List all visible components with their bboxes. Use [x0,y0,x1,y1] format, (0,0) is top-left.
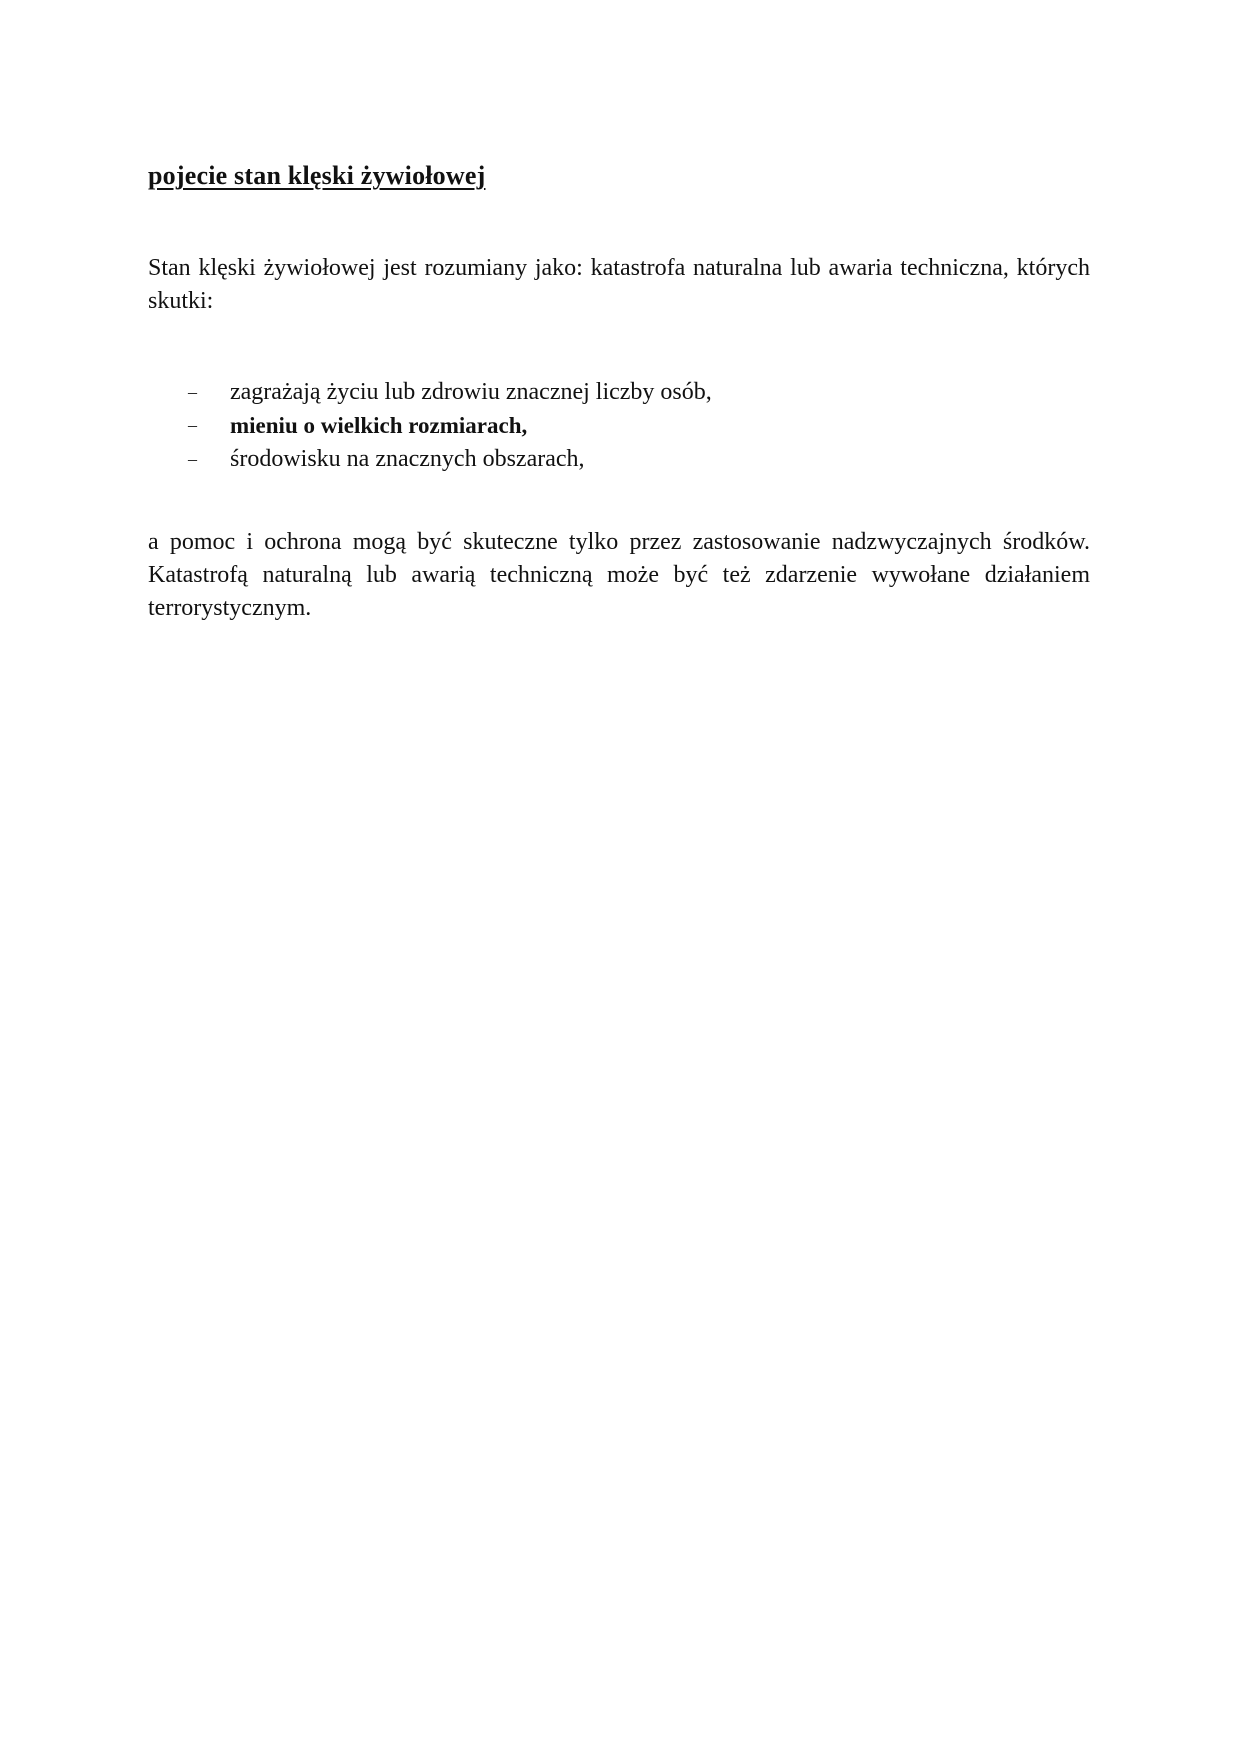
list-item-text: mieniu o wielkich rozmiarach, [230,413,528,438]
list-item [148,376,712,409]
list-item [148,409,712,443]
dash-bullet-icon: – [188,415,197,435]
effects-list [148,376,712,476]
dash-bullet-icon: – [188,449,197,469]
document-heading: pojecie stan klęski żywiołowej [148,161,486,190]
list-item-text: środowisku na znacznych obszarach, [230,446,585,472]
closing-paragraph: a pomoc i ochrona mogą być skuteczne tylko przez zastosowanie nadzwyczajnych środków. Katastrofą naturalną lub awarią techniczną może być też zdarzenie wywołane działaniem terrorystycznym. [148,529,1090,621]
intro-paragraph: Stan klęski żywiołowej jest rozumiany jako: katastrofa naturalna lub awaria techniczna, których skutki: [148,255,1090,314]
list-item-text: zagrażają życiu lub zdrowiu znacznej liczby osób, [230,379,712,405]
list-item [148,443,712,476]
dash-bullet-icon: – [188,382,197,402]
